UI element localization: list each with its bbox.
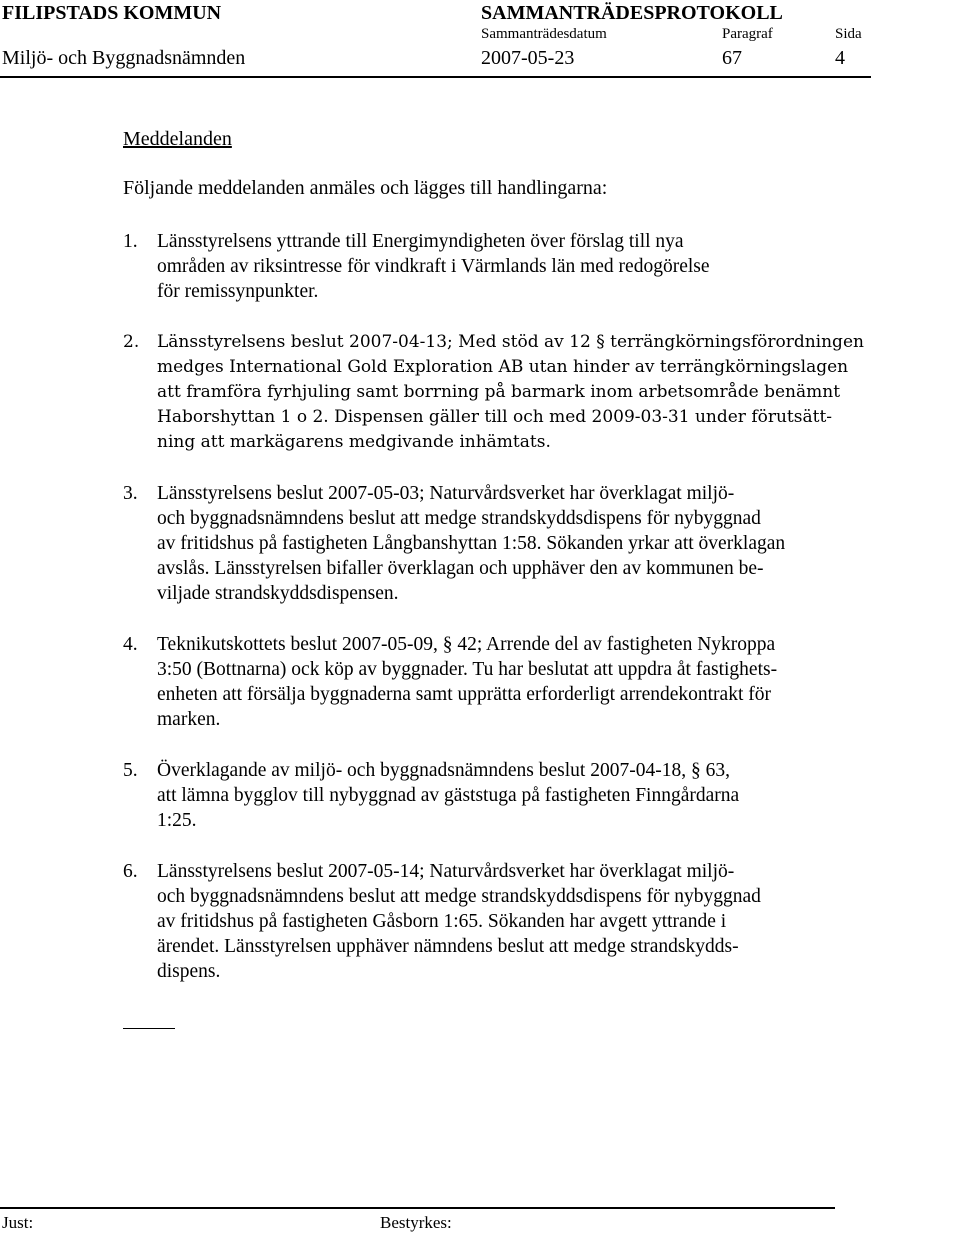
- committee-name: Miljö- och Byggnadsnämnden: [2, 47, 246, 69]
- item-line: av fritidshus på fastigheten Gåsborn 1:65. Sökanden har avgett yttrande i: [157, 911, 727, 932]
- header-divider: [0, 76, 871, 78]
- item-line: Haborshyttan 1 o 2. Dispensen gäller till och med 2009-03-31 under förutsätt-: [157, 407, 833, 427]
- justerat-label: Just:: [2, 1213, 34, 1232]
- end-divider: [123, 1028, 175, 1029]
- item-text: [157, 229, 887, 304]
- footer-divider: [0, 1207, 835, 1209]
- item-line: 3:50 (Bottnarna) ock köp av byggnader. Tu har beslutat att uppdra åt fastighets-: [157, 659, 778, 680]
- section-symbol: §: [442, 634, 453, 655]
- item-number: 5.: [123, 760, 138, 781]
- item-line: att lämna bygglov till nybyggnad av gäststuga på fastigheten Finngårdarna: [157, 785, 740, 806]
- item-line: Länsstyrelsens beslut 2007-05-03; Naturvårdsverket har överklagat miljö-: [157, 483, 735, 504]
- item-line: Länsstyrelsens beslut 2007-04-13; Med stöd av 12 § terrängkörningsförordningen: [157, 332, 864, 352]
- item-line: för remissynpunkter.: [157, 281, 319, 302]
- item-line: dispens.: [157, 961, 221, 982]
- item-text: [157, 758, 887, 833]
- date-label: Sammanträdesdatum: [481, 26, 607, 42]
- item-text: [157, 481, 887, 606]
- item-line: 1:25.: [157, 810, 197, 831]
- meeting-date: 2007-05-23: [481, 47, 575, 69]
- item-line: ärendet. Länsstyrelsen upphäver nämndens beslut att medge strandskydds-: [157, 936, 739, 957]
- page-number: 4: [835, 47, 845, 69]
- item-line: viljade strandskyddsdispensen.: [157, 583, 399, 604]
- paragraph-number: 67: [722, 47, 742, 69]
- paragraph-label: Paragraf: [722, 26, 773, 42]
- item-text: [157, 632, 887, 732]
- item-number: 4.: [123, 634, 138, 655]
- item-line: Teknikutskottets beslut 2007-05-09, § 42; Arrende del av fastigheten Nykroppa: [157, 634, 776, 655]
- item-line: av fritidshus på fastigheten Långbanshyttan 1:58. Sökanden yrkar att överklagan: [157, 533, 786, 554]
- section-symbol: §: [690, 760, 701, 781]
- item-text: [157, 330, 887, 455]
- page-label: Sida: [835, 26, 862, 42]
- item-line: ning att markägarens medgivande inhämtats.: [157, 432, 551, 452]
- item-text: [157, 859, 887, 984]
- item-line: Överklagande av miljö- och byggnadsnämndens beslut 2007-04-18, § 63,: [157, 760, 730, 781]
- section-title: Meddelanden: [123, 128, 232, 150]
- item-line: och byggnadsnämndens beslut att medge strandskyddsdispens för nybyggnad: [157, 508, 761, 529]
- item-number: 3.: [123, 483, 138, 504]
- document-type: SAMMANTRÄDESPROTOKOLL: [481, 2, 783, 24]
- item-number: 2.: [123, 332, 140, 352]
- item-line: avslås. Länsstyrelsen bifaller överklagan och upphäver den av kommunen be-: [157, 558, 764, 579]
- item-line: och byggnadsnämndens beslut att medge strandskyddsdispens för nybyggnad: [157, 886, 761, 907]
- item-line: Länsstyrelsens yttrande till Energimyndigheten över förslag till nya: [157, 231, 684, 252]
- item-number: 6.: [123, 861, 138, 882]
- item-line: att framföra fyrhjuling samt borrning på barmark inom arbetsområde benämnt: [157, 382, 841, 402]
- item-line: enheten att försälja byggnaderna samt upprätta erforderligt arrendekontrakt för: [157, 684, 771, 705]
- organization-name: FILIPSTADS KOMMUN: [2, 2, 222, 24]
- item-line: Länsstyrelsens beslut 2007-05-14; Naturvårdsverket har överklagat miljö-: [157, 861, 735, 882]
- item-line: områden av riksintresse för vindkraft i Värmlands län med redogörelse: [157, 256, 710, 277]
- item-line: marken.: [157, 709, 221, 730]
- item-number: 1.: [123, 231, 138, 252]
- section-symbol: §: [596, 332, 605, 352]
- intro-text: Följande meddelanden anmäles och lägges till handlingarna:: [123, 177, 608, 199]
- bestyrkes-label: Bestyrkes:: [380, 1213, 452, 1232]
- item-line: medges International Gold Exploration AB utan hinder av terrängkörningslagen: [157, 357, 849, 377]
